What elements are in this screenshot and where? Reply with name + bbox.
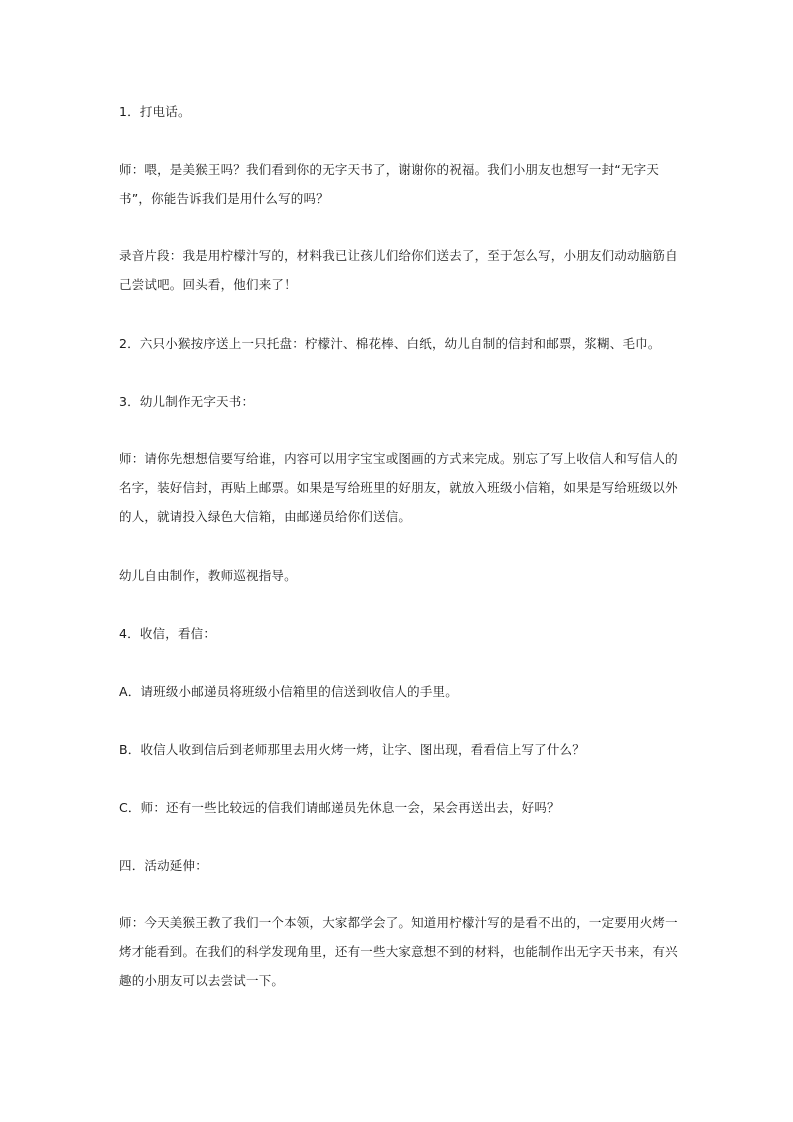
recording-excerpt-paragraph: 录音片段：我是用柠檬汁写的，材料我已让孩儿们给你们送去了，至于怎么写，小朋友们动动脑筋自己尝试吧。回头看，他们来了！ — [119, 248, 678, 292]
free-making-paragraph: 幼儿自由制作，教师巡视指导。 — [119, 568, 297, 583]
tray-delivery-paragraph: 2．六只小猴按序送上一只托盘：柠檬汁、棉花棒、白纸，幼儿自制的信封和邮票，浆糊、毛巾。 — [119, 336, 661, 351]
teacher-dialogue-paragraph: 师：喂，是美猴王吗？我们看到你的无字天书了，谢谢你的祝福。我们小朋友也想写一封“无字天书”，你能告诉我们是用什么写的吗？ — [119, 162, 660, 206]
teacher-instruction-paragraph: 师：请你先想想信要写给谁，内容可以用字宝宝或图画的方式来完成。别忘了写上收信人和写信人的名字，装好信封，再贴上邮票。如果是写给班里的好朋友，就放入班级小信箱，如果是写给班级以外的人，就请投入绿色大信箱，由邮递员给你们送信。 — [119, 451, 678, 524]
list-item-a: A．请班级小邮递员将班级小信箱里的信送到收信人的手里。 — [119, 684, 458, 699]
section-heading-extension: 四．活动延伸： — [119, 858, 208, 873]
teacher-closing-paragraph: 师：今天美猴王教了我们一个本领，大家都学会了。知道用柠檬汁写的是看不出的，一定要用火烤一烤才能看到。在我们的科学发现角里，还有一些大家意想不到的材料，也能制作出无字天书来，有兴趣的小朋友可以去尝试一下。 — [119, 915, 678, 988]
section-heading-phone-call: 1．打电话。 — [119, 104, 191, 119]
section-heading-making-book: 3．幼儿制作无字天书： — [119, 394, 255, 409]
list-item-b: B．收信人收到信后到老师那里去用火烤一烤，让字、图出现，看看信上写了什么？ — [119, 742, 585, 757]
section-heading-receive-letters: 4．收信，看信： — [119, 626, 217, 641]
list-item-c: C．师：还有一些比较远的信我们请邮递员先休息一会，呆会再送出去，好吗？ — [119, 800, 560, 815]
